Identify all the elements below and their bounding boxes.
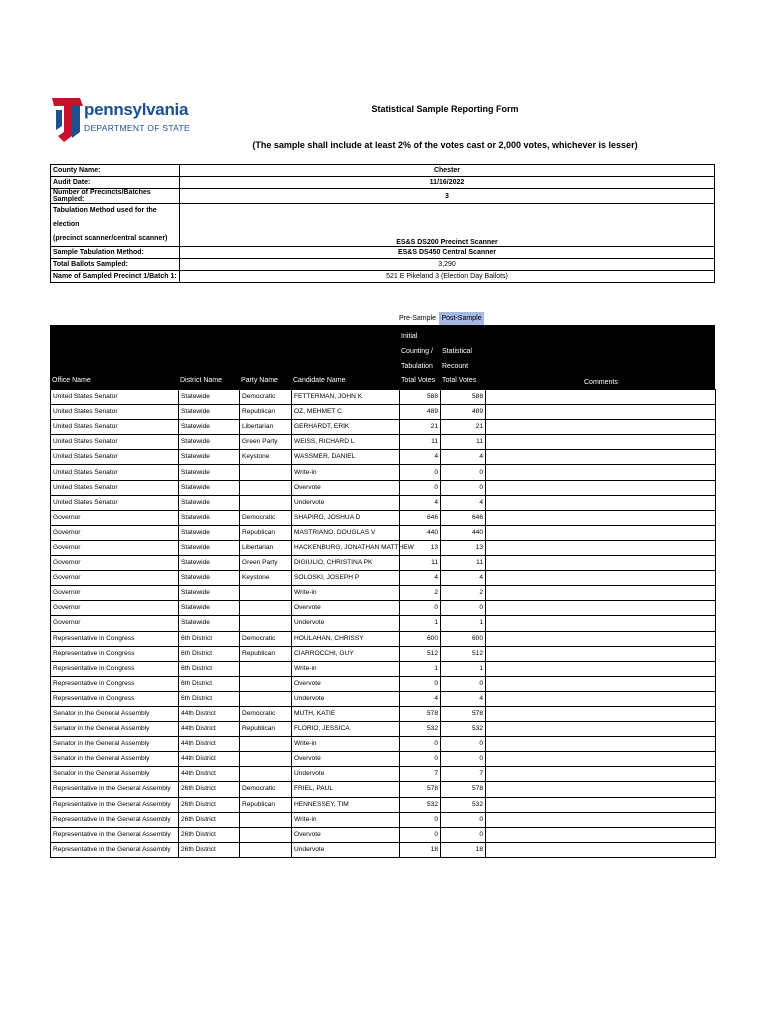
table-row <box>51 480 716 495</box>
office-cell: Senator in the General Assembly <box>51 752 179 767</box>
comments-cell <box>486 752 716 767</box>
table-row <box>51 450 716 465</box>
candidate-cell: HENNESSEY, TIM <box>292 797 400 812</box>
form-title: Statistical Sample Reporting Form <box>371 104 519 114</box>
comments-cell <box>486 782 716 797</box>
initial-votes-cell: 1 <box>400 616 441 631</box>
candidate-cell: Write-in <box>292 661 400 676</box>
initial-votes-cell: 489 <box>400 405 441 420</box>
candidate-cell: MASTRIANO, DOUGLAS V <box>292 525 400 540</box>
office-cell: Governor <box>51 586 179 601</box>
candidate-cell: Write-in <box>292 737 400 752</box>
table-row <box>51 510 716 525</box>
district-cell: 6th District <box>179 691 240 706</box>
office-cell: Representative in the General Assembly <box>51 842 179 857</box>
tabulation-label-line1: Tabulation Method used for the election <box>53 207 157 228</box>
district-cell: 26th District <box>179 842 240 857</box>
table-row <box>51 586 716 601</box>
table-row <box>51 435 716 450</box>
table-row <box>51 465 716 480</box>
comments-cell <box>486 571 716 586</box>
party-cell: Libertarian <box>240 540 292 555</box>
comments-cell <box>486 616 716 631</box>
col-district-header: District Name <box>180 377 223 384</box>
party-cell: Republican <box>240 797 292 812</box>
recount-votes-cell: 1 <box>441 616 486 631</box>
recount-votes-cell: 512 <box>441 646 486 661</box>
office-cell: United States Senator <box>51 420 179 435</box>
candidate-cell: Undervote <box>292 842 400 857</box>
table-row <box>51 390 716 405</box>
district-cell: 26th District <box>179 827 240 842</box>
district-cell: 6th District <box>179 676 240 691</box>
tabulation-label-line2: (precinct scanner/central scanner) <box>53 235 168 242</box>
recount-votes-cell: 4 <box>441 450 486 465</box>
initial-votes-cell: 600 <box>400 631 441 646</box>
initial-votes-cell: 4 <box>400 571 441 586</box>
keystone-logo-icon <box>50 96 84 144</box>
district-cell: 44th District <box>179 752 240 767</box>
info-row-sample-method <box>51 247 715 259</box>
party-cell: Republican <box>240 525 292 540</box>
candidate-cell: Overvote <box>292 601 400 616</box>
party-cell: Democratic <box>240 782 292 797</box>
candidate-cell: Overvote <box>292 752 400 767</box>
table-row <box>51 722 716 737</box>
table-row <box>51 495 716 510</box>
initial-votes-cell: 18 <box>400 842 441 857</box>
party-cell <box>240 676 292 691</box>
initial-votes-cell: 1 <box>400 661 441 676</box>
district-cell: 44th District <box>179 706 240 721</box>
candidate-cell: MUTH, KATIE <box>292 706 400 721</box>
office-cell: Governor <box>51 525 179 540</box>
table-row <box>51 691 716 706</box>
initial-votes-cell: 578 <box>400 706 441 721</box>
party-cell <box>240 601 292 616</box>
office-cell: Senator in the General Assembly <box>51 737 179 752</box>
table-row <box>51 540 716 555</box>
recount-votes-cell: 7 <box>441 767 486 782</box>
initial-votes-cell: 11 <box>400 556 441 571</box>
table-row <box>51 556 716 571</box>
col-initial-header-1: Initial <box>401 333 418 340</box>
comments-cell <box>486 842 716 857</box>
party-cell <box>240 465 292 480</box>
initial-votes-cell: 646 <box>400 510 441 525</box>
comments-cell <box>486 450 716 465</box>
recount-votes-cell: 0 <box>441 752 486 767</box>
candidate-cell: FETTERMAN, JOHN K <box>292 390 400 405</box>
initial-votes-cell: 21 <box>400 420 441 435</box>
office-cell: Senator in the General Assembly <box>51 767 179 782</box>
comments-cell <box>486 556 716 571</box>
col-initial-header-3: Tabulation <box>401 363 433 370</box>
recount-votes-cell: 0 <box>441 601 486 616</box>
candidate-cell: SHAPIRO, JOSHUA D <box>292 510 400 525</box>
audit-date-label: Audit Date: <box>51 177 180 189</box>
office-cell: Representative in the General Assembly <box>51 797 179 812</box>
comments-cell <box>486 691 716 706</box>
candidate-cell: Undervote <box>292 495 400 510</box>
recount-votes-cell: 18 <box>441 842 486 857</box>
col-office-header: Office Name <box>52 377 91 384</box>
initial-votes-cell: 0 <box>400 737 441 752</box>
batch-label: Name of Sampled Precinct 1/Batch 1: <box>51 271 180 283</box>
recount-votes-cell: 0 <box>441 676 486 691</box>
info-row-tabulation <box>51 204 715 247</box>
comments-cell <box>486 767 716 782</box>
office-cell: United States Senator <box>51 405 179 420</box>
district-cell: 44th District <box>179 722 240 737</box>
comments-cell <box>486 631 716 646</box>
col-initial-header-2: Counting / <box>401 348 433 355</box>
office-cell: United States Senator <box>51 390 179 405</box>
party-cell <box>240 480 292 495</box>
results-body <box>51 390 716 858</box>
district-cell: 26th District <box>179 812 240 827</box>
district-cell: Statewide <box>179 405 240 420</box>
col-comments-header: Comments <box>584 379 618 386</box>
initial-votes-cell: 11 <box>400 435 441 450</box>
batch-value: 521 E Pikeland 3 (Election Day Ballots) <box>180 271 715 283</box>
candidate-cell: HOULAHAN, CHRISSY <box>292 631 400 646</box>
recount-votes-cell: 1 <box>441 661 486 676</box>
recount-votes-cell: 0 <box>441 480 486 495</box>
tabulation-label <box>51 204 180 247</box>
office-cell: Representative in Congress <box>51 631 179 646</box>
office-cell: Representative in Congress <box>51 676 179 691</box>
comments-cell <box>486 706 716 721</box>
candidate-cell: DIGIULIO, CHRISTINA PK <box>292 556 400 571</box>
district-cell: Statewide <box>179 390 240 405</box>
district-cell: Statewide <box>179 525 240 540</box>
party-cell: Republican <box>240 646 292 661</box>
comments-cell <box>486 390 716 405</box>
recount-votes-cell: 532 <box>441 797 486 812</box>
initial-votes-cell: 532 <box>400 797 441 812</box>
comments-cell <box>486 722 716 737</box>
comments-cell <box>486 737 716 752</box>
col-recount-header-3: Total Votes <box>442 377 477 384</box>
recount-votes-cell: 11 <box>441 435 486 450</box>
district-cell: 26th District <box>179 797 240 812</box>
results-table <box>50 389 716 858</box>
col-recount-header-1: Statistical <box>442 348 472 355</box>
table-row <box>51 616 716 631</box>
party-cell: Green Party <box>240 435 292 450</box>
col-party-header: Party Name <box>241 377 278 384</box>
party-cell: Democratic <box>240 631 292 646</box>
comments-cell <box>486 405 716 420</box>
candidate-cell: Write-in <box>292 465 400 480</box>
candidate-cell: Overvote <box>292 676 400 691</box>
candidate-cell: OZ, MEHMET C <box>292 405 400 420</box>
party-cell <box>240 691 292 706</box>
office-cell: Governor <box>51 616 179 631</box>
recount-votes-cell: 4 <box>441 495 486 510</box>
recount-votes-cell: 21 <box>441 420 486 435</box>
recount-votes-cell: 532 <box>441 722 486 737</box>
office-cell: Governor <box>51 571 179 586</box>
candidate-cell: FRIEL, PAUL <box>292 782 400 797</box>
initial-votes-cell: 0 <box>400 601 441 616</box>
district-cell: Statewide <box>179 450 240 465</box>
candidate-cell: Overvote <box>292 827 400 842</box>
office-cell: Representative in Congress <box>51 691 179 706</box>
party-cell <box>240 495 292 510</box>
table-row <box>51 812 716 827</box>
candidate-cell: WEISS, RICHARD L <box>292 435 400 450</box>
initial-votes-cell: 512 <box>400 646 441 661</box>
comments-cell <box>486 827 716 842</box>
precincts-label: Number of Precincts/Batches Sampled: <box>51 189 180 204</box>
candidate-cell: Undervote <box>292 767 400 782</box>
audit-date-value: 11/16/2022 <box>180 177 715 189</box>
district-cell: 6th District <box>179 631 240 646</box>
office-cell: Representative in Congress <box>51 661 179 676</box>
table-row <box>51 405 716 420</box>
recount-votes-cell: 578 <box>441 782 486 797</box>
party-cell <box>240 842 292 857</box>
candidate-cell: Overvote <box>292 480 400 495</box>
table-row <box>51 601 716 616</box>
comments-cell <box>486 812 716 827</box>
office-cell: Governor <box>51 510 179 525</box>
office-cell: United States Senator <box>51 465 179 480</box>
col-candidate-header: Candidate Name <box>293 377 346 384</box>
candidate-cell: GERHARDT, ERIK <box>292 420 400 435</box>
comments-cell <box>486 797 716 812</box>
district-cell: Statewide <box>179 586 240 601</box>
initial-votes-cell: 0 <box>400 480 441 495</box>
party-cell: Keystone <box>240 450 292 465</box>
recount-votes-cell: 440 <box>441 525 486 540</box>
party-cell <box>240 767 292 782</box>
party-cell: Democratic <box>240 706 292 721</box>
logo-department: DEPARTMENT OF STATE <box>84 123 190 133</box>
info-row-ballots <box>51 259 715 271</box>
county-value: Chester <box>180 165 715 177</box>
recount-votes-cell: 2 <box>441 586 486 601</box>
party-cell: Keystone <box>240 571 292 586</box>
recount-votes-cell: 489 <box>441 405 486 420</box>
table-row <box>51 842 716 857</box>
recount-votes-cell: 0 <box>441 737 486 752</box>
results-header <box>50 325 715 389</box>
initial-votes-cell: 4 <box>400 691 441 706</box>
info-row-date <box>51 177 715 189</box>
precincts-value: 3 <box>180 189 715 204</box>
info-row-county <box>51 165 715 177</box>
initial-votes-cell: 0 <box>400 812 441 827</box>
district-cell: Statewide <box>179 571 240 586</box>
office-cell: United States Senator <box>51 480 179 495</box>
initial-votes-cell: 2 <box>400 586 441 601</box>
office-cell: Governor <box>51 601 179 616</box>
party-cell: Republican <box>240 405 292 420</box>
info-row-batch <box>51 271 715 283</box>
district-cell: Statewide <box>179 510 240 525</box>
table-row <box>51 782 716 797</box>
party-cell <box>240 616 292 631</box>
district-cell: 6th District <box>179 661 240 676</box>
table-row <box>51 631 716 646</box>
county-label: County Name: <box>51 165 180 177</box>
candidate-cell: Undervote <box>292 616 400 631</box>
recount-votes-cell: 4 <box>441 691 486 706</box>
comments-cell <box>486 480 716 495</box>
recount-votes-cell: 600 <box>441 631 486 646</box>
comments-cell <box>486 495 716 510</box>
district-cell: Statewide <box>179 465 240 480</box>
recount-votes-cell: 13 <box>441 540 486 555</box>
office-cell: United States Senator <box>51 435 179 450</box>
office-cell: Senator in the General Assembly <box>51 706 179 721</box>
comments-cell <box>486 420 716 435</box>
office-cell: Representative in Congress <box>51 646 179 661</box>
district-cell: 26th District <box>179 782 240 797</box>
comments-cell <box>486 676 716 691</box>
table-row <box>51 571 716 586</box>
sample-method-label: Sample Tabulation Method: <box>51 247 180 259</box>
district-cell: Statewide <box>179 435 240 450</box>
table-row <box>51 706 716 721</box>
party-cell: Democratic <box>240 390 292 405</box>
table-row <box>51 646 716 661</box>
comments-cell <box>486 646 716 661</box>
recount-votes-cell: 0 <box>441 827 486 842</box>
office-cell: Representative in the General Assembly <box>51 812 179 827</box>
recount-votes-cell: 4 <box>441 571 486 586</box>
table-row <box>51 676 716 691</box>
table-row <box>51 737 716 752</box>
party-cell <box>240 737 292 752</box>
office-cell: Governor <box>51 556 179 571</box>
district-cell: Statewide <box>179 495 240 510</box>
table-row <box>51 420 716 435</box>
initial-votes-cell: 4 <box>400 495 441 510</box>
recount-votes-cell: 646 <box>441 510 486 525</box>
candidate-cell: WASSMER, DANIEL <box>292 450 400 465</box>
candidate-cell: FLORIO, JESSICA <box>292 722 400 737</box>
party-cell <box>240 661 292 676</box>
initial-votes-cell: 0 <box>400 676 441 691</box>
comments-cell <box>486 601 716 616</box>
office-cell: United States Senator <box>51 495 179 510</box>
candidate-cell: Write-in <box>292 812 400 827</box>
district-cell: 44th District <box>179 767 240 782</box>
recount-votes-cell: 11 <box>441 556 486 571</box>
initial-votes-cell: 7 <box>400 767 441 782</box>
tabulation-value: ES&S DS200 Precinct Scanner <box>180 204 715 247</box>
office-cell: Representative in the General Assembly <box>51 782 179 797</box>
recount-votes-cell: 0 <box>441 465 486 480</box>
sample-method-value: ES&S DS450 Central Scanner <box>180 247 715 259</box>
party-cell: Republican <box>240 722 292 737</box>
initial-votes-cell: 0 <box>400 465 441 480</box>
ballots-value: 3,290 <box>180 259 715 271</box>
recount-votes-cell: 0 <box>441 812 486 827</box>
comments-cell <box>486 540 716 555</box>
district-cell: Statewide <box>179 556 240 571</box>
initial-votes-cell: 0 <box>400 752 441 767</box>
district-cell: 6th District <box>179 646 240 661</box>
candidate-cell: SOLOSKI, JOSEPH P <box>292 571 400 586</box>
party-cell <box>240 827 292 842</box>
candidate-cell: Undervote <box>292 691 400 706</box>
legend-pre-sample: Pre-Sample <box>396 312 439 325</box>
initial-votes-cell: 440 <box>400 525 441 540</box>
comments-cell <box>486 661 716 676</box>
audit-info-table <box>50 164 715 283</box>
initial-votes-cell: 0 <box>400 827 441 842</box>
district-cell: Statewide <box>179 616 240 631</box>
logo-wordmark: pennsylvania <box>84 100 189 119</box>
comments-cell <box>486 435 716 450</box>
initial-votes-cell: 578 <box>400 782 441 797</box>
recount-votes-cell: 578 <box>441 706 486 721</box>
candidate-cell: HACKENBURG, JONATHAN MATTHEW <box>292 540 400 555</box>
table-row <box>51 767 716 782</box>
table-row <box>51 752 716 767</box>
office-cell: United States Senator <box>51 450 179 465</box>
party-cell <box>240 752 292 767</box>
initial-votes-cell: 4 <box>400 450 441 465</box>
table-row <box>51 661 716 676</box>
party-cell <box>240 812 292 827</box>
district-cell: Statewide <box>179 601 240 616</box>
table-row <box>51 827 716 842</box>
party-cell: Democratic <box>240 510 292 525</box>
table-row <box>51 525 716 540</box>
info-row-precincts <box>51 189 715 204</box>
party-cell: Green Party <box>240 556 292 571</box>
comments-cell <box>486 465 716 480</box>
comments-cell <box>486 586 716 601</box>
initial-votes-cell: 13 <box>400 540 441 555</box>
district-cell: Statewide <box>179 540 240 555</box>
col-recount-header-2: Recount <box>442 363 469 370</box>
candidate-cell: CIARROCCHI, GUY <box>292 646 400 661</box>
ballots-label: Total Ballots Sampled: <box>51 259 180 271</box>
office-cell: Senator in the General Assembly <box>51 722 179 737</box>
comments-cell <box>486 525 716 540</box>
table-row <box>51 797 716 812</box>
legend-post-sample: Post-Sample <box>439 312 484 325</box>
district-cell: Statewide <box>179 480 240 495</box>
district-cell: Statewide <box>179 420 240 435</box>
candidate-cell: Write-in <box>292 586 400 601</box>
office-cell: Governor <box>51 540 179 555</box>
district-cell: 44th District <box>179 737 240 752</box>
form-subtitle: (The sample shall include at least 2% of the votes cast or 2,000 votes, whichever is lesser) <box>252 140 638 150</box>
party-cell: Libertarian <box>240 420 292 435</box>
pa-dos-logo <box>50 96 190 144</box>
comments-cell <box>486 510 716 525</box>
recount-votes-cell: 588 <box>441 390 486 405</box>
initial-votes-cell: 532 <box>400 722 441 737</box>
col-initial-header-4: Total Votes <box>401 377 436 384</box>
office-cell: Representative in the General Assembly <box>51 827 179 842</box>
party-cell <box>240 586 292 601</box>
initial-votes-cell: 588 <box>400 390 441 405</box>
